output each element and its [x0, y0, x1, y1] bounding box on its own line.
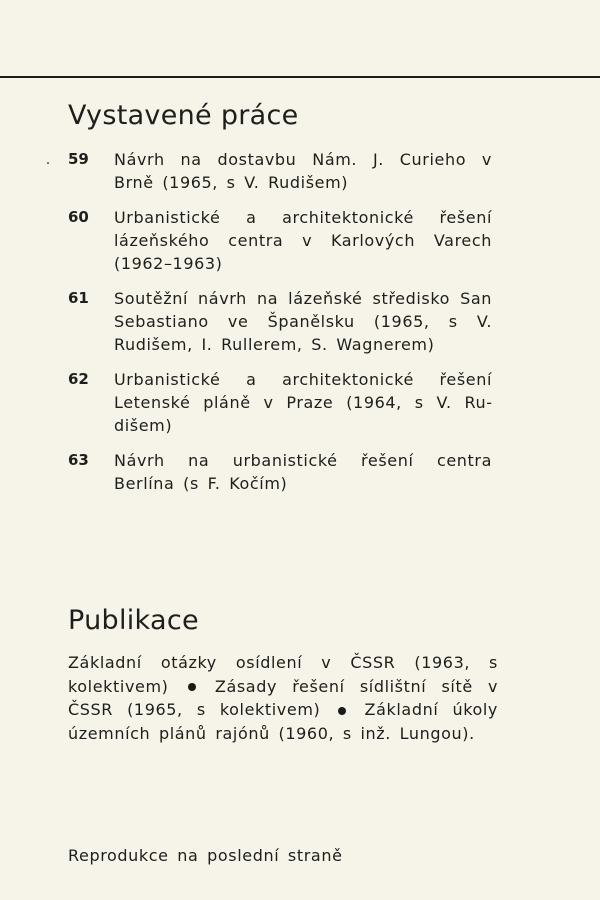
reproduction-note: Reprodukce na poslední straně — [68, 846, 343, 865]
work-item — [68, 449, 498, 495]
margin-speck — [47, 162, 49, 164]
work-number: 62 — [68, 370, 89, 388]
works-list — [68, 148, 498, 507]
publication-entry: Základní otázky osídlení v ČSSR (1963, s kolektivem) — [68, 653, 498, 696]
work-number: 61 — [68, 289, 89, 307]
works-heading: Vystavené práce — [68, 100, 299, 131]
work-text: Návrh na urbanistické řešení centra Berlína (s F. Kočím) — [114, 451, 492, 493]
bullet-separator-icon — [338, 707, 346, 715]
work-text: Soutěžní návrh na lázeňské středisko San Sebastiano ve Španělsku (1965, s V. Rudišem, I. Rullerem, S. Wagnerem) — [114, 289, 492, 354]
publications-paragraph — [68, 651, 498, 745]
work-text: Návrh na dostavbu Nám. J. Curieho v Brně (1965, s V. Rudišem) — [114, 150, 492, 192]
work-item — [68, 206, 498, 275]
work-number: 59 — [68, 150, 89, 168]
work-item — [68, 148, 498, 194]
work-number: 60 — [68, 208, 89, 226]
work-item — [68, 368, 498, 437]
publications-heading: Publikace — [68, 605, 199, 636]
work-item — [68, 287, 498, 356]
publication-entry: Zásady řešení sídlištní sítě v ČSSR (1965, s kolektivem) — [68, 676, 499, 719]
top-rule — [0, 76, 600, 78]
work-text: Urbanistické a architektonické řešení Letenské pláně v Praze (1964, s V. Rudišem) — [114, 370, 492, 435]
work-number: 63 — [68, 451, 89, 469]
bullet-separator-icon — [188, 683, 196, 691]
work-text: Urbanistické a architektonické řešení lázeňského centra v Karlových Varech (1962–1963) — [114, 208, 492, 273]
publication-entry: Základní úkoly územních plánů rajónů (1960, s inž. Lungou). — [68, 700, 498, 743]
